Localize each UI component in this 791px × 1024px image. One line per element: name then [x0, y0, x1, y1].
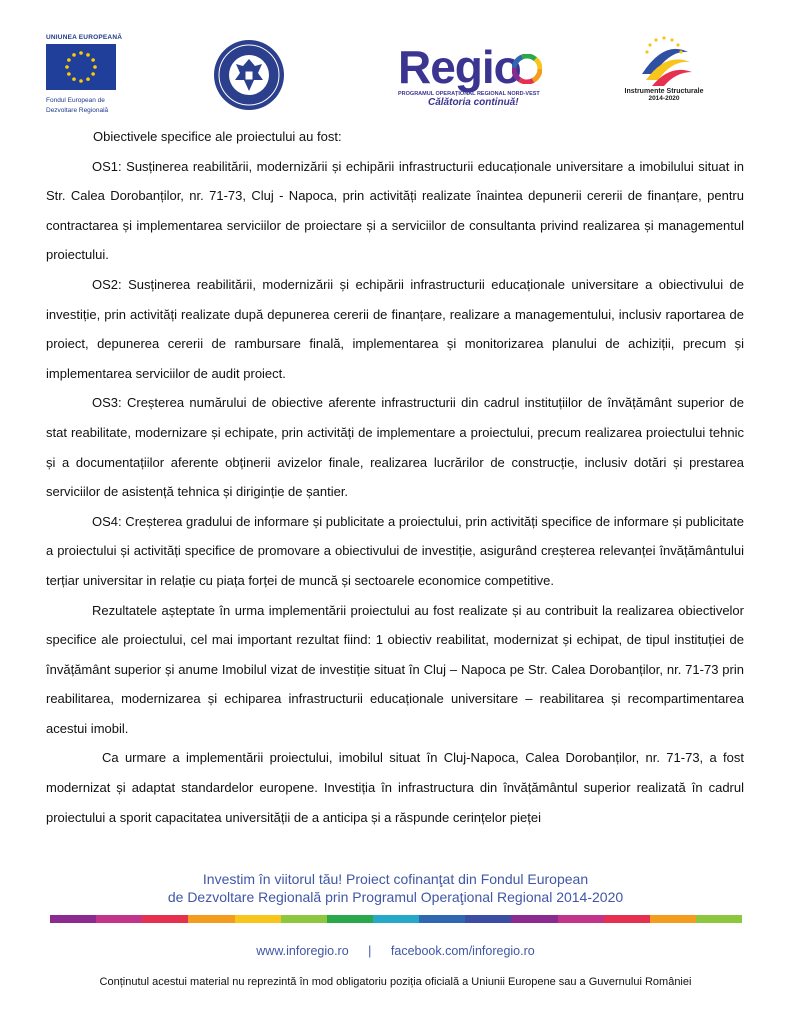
rainbow-segment	[373, 915, 419, 923]
eu-logo-bottom-line2: Dezvoltare Regională	[46, 107, 109, 114]
regio-logo-subline: PROGRAMUL OPERAȚIONAL REGIONAL NORD-VEST	[398, 91, 540, 97]
eu-logo-bottom-line1: Fondul European de	[46, 97, 105, 104]
footer-rainbow-bar	[50, 915, 742, 923]
eu-logo	[46, 34, 124, 115]
page-header	[0, 0, 791, 125]
paragraph-results: Rezultatele așteptate în urma implementării proiectului au fost realizate și au contribuit la realizarea obiectivelor specifice ale proiectului, cel mai important rezultat fiind: 1 obiectiv reabilitat, modernizat și echipat, de tipul instituției de învățământ superior și anume Imobilul vizat de investiție situat în Cluj – Napoca pe Str. Calea Dorobanților, nr. 71-73 prin reabilitarea, modernizarea și echiparea infrastructurii educaționale universitare – reabilitarea și recompartimentarea acestui imobil.	[46, 602, 744, 736]
paragraph-os2: OS2: Susținerea reabilitării, modernizării și echipării infrastructurii educaționale universitare a obiectivului de investiție, prin activități realizate după depunerea cererii de finanțare, realizare a managementului, inclusiv raportarea de proiect, depunerea cererii de rambursare finală, implementarea și monitorizarea planului de achiziții, precum și implementarea serviciilor de audit proiect.	[46, 276, 744, 381]
facebook-link[interactable]: facebook.com/inforegio.ro	[390, 944, 535, 958]
footer-links	[0, 944, 791, 958]
eu-star-icon	[79, 79, 83, 83]
rainbow-segment	[465, 915, 511, 923]
regio-color-wheel-icon	[512, 54, 542, 84]
eu-star-icon	[91, 72, 95, 76]
link-separator: |	[368, 944, 372, 958]
document-body	[46, 122, 744, 832]
eu-star-icon	[67, 58, 71, 62]
instrumente-structurale-emblem-icon	[634, 34, 694, 88]
paragraph-conclusion: Ca urmare a implementării proiectului, imobilul situat în Cluj-Napoca, Calea Dorobanților, nr. 71-73, a fost modernizat și adaptat standardelor europene. Investiția în infrastructura din învățământul superior realizată în cadrul proiectului a sporit capacitatea universității de a anticipa și a răspunde cerințelor pieței	[46, 750, 744, 825]
rainbow-segment	[142, 915, 188, 923]
instrumente-structurale-line2: 2014-2020	[648, 95, 680, 102]
rainbow-segment	[281, 915, 327, 923]
rainbow-segment	[96, 915, 142, 923]
rainbow-segment	[235, 915, 281, 923]
footer-slogan-line1: Investim în viitorul tău! Proiect cofinanţat din Fondul European	[202, 871, 589, 887]
footer-slogan	[0, 870, 791, 906]
rainbow-segment	[188, 915, 234, 923]
eu-star-icon	[72, 53, 76, 57]
eu-logo-top-text: UNIUNEA EUROPEANĂ	[46, 34, 123, 41]
rainbow-segment	[650, 915, 696, 923]
rainbow-segment	[604, 915, 650, 923]
eu-star-icon	[93, 65, 97, 69]
regio-logo-word: Regio	[398, 41, 521, 93]
paragraph-intro: Obiectivele specifice ale proiectului au fost:	[93, 129, 342, 144]
eu-star-icon	[86, 77, 90, 81]
paragraph-os4: OS4: Creșterea gradului de informare și publicitate a proiectului, prin activități specifice de informare și publicitate a proiectului și activități specifice de promovare a obiectivului de investiție, asigurând creșterea relevanței învățământului terțiar universitar in relație cu piața forței de muncă și sectoarele economice competitive.	[46, 513, 744, 588]
website-link[interactable]: www.inforegio.ro	[256, 944, 349, 958]
rainbow-segment	[558, 915, 604, 923]
eu-star-icon	[91, 58, 95, 62]
instrumente-structurale-line1: Instrumente Structurale	[624, 88, 704, 95]
eu-star-icon	[86, 53, 90, 57]
government-seal-icon	[212, 38, 286, 112]
eu-star-icon	[72, 77, 76, 81]
eu-flag-icon	[46, 44, 116, 90]
rainbow-segment	[419, 915, 465, 923]
eu-star-icon	[65, 65, 69, 69]
eu-star-icon	[79, 51, 83, 55]
rainbow-segment	[696, 915, 742, 923]
rainbow-segment	[327, 915, 373, 923]
footer-slogan-line2: de Dezvoltare Regională prin Programul Operaţional Regional 2014-2020	[167, 889, 624, 905]
rainbow-segment	[511, 915, 557, 923]
paragraph-os1: OS1: Susținerea reabilitării, modernizării și echipării infrastructurii educaționale universitare a imobilului situat in Str. Calea Dorobanților, nr. 71-73, Cluj - Napoca, prin activități realizate înaintea depunerii cererii de finanțare, pentru contractarea și implementarea serviciilor de proiectare și a serviciilor de consultanta privind realizarea și managementul proiectului.	[46, 158, 744, 263]
regio-logo	[398, 41, 548, 114]
instrumente-structurale-logo	[614, 34, 714, 114]
eu-star-icon	[67, 72, 71, 76]
footer-disclaimer: Conținutul acestui material nu reprezintă în mod obligatoriu poziția oficială a Uniunii Europene sau a Guvernului României	[99, 976, 692, 988]
paragraph-os3: OS3: Creșterea numărului de obiective aferente infrastructurii din cadrul instituțiilor de învățământ superior de stat reabilitate, modernizare și echipate, prin activități de implementare a proiectului, precum realizarea proiectului tehnic și a documentațiilor aferente obținerii avizelor finale, realizarea lucrărilor de construcție, inclusiv dotări și prestarea serviciilor de asistență tehnica și diriginție de șantier.	[46, 395, 744, 500]
regio-logo-tagline: Călătoria continuă!	[428, 97, 519, 108]
rainbow-segment	[50, 915, 96, 923]
